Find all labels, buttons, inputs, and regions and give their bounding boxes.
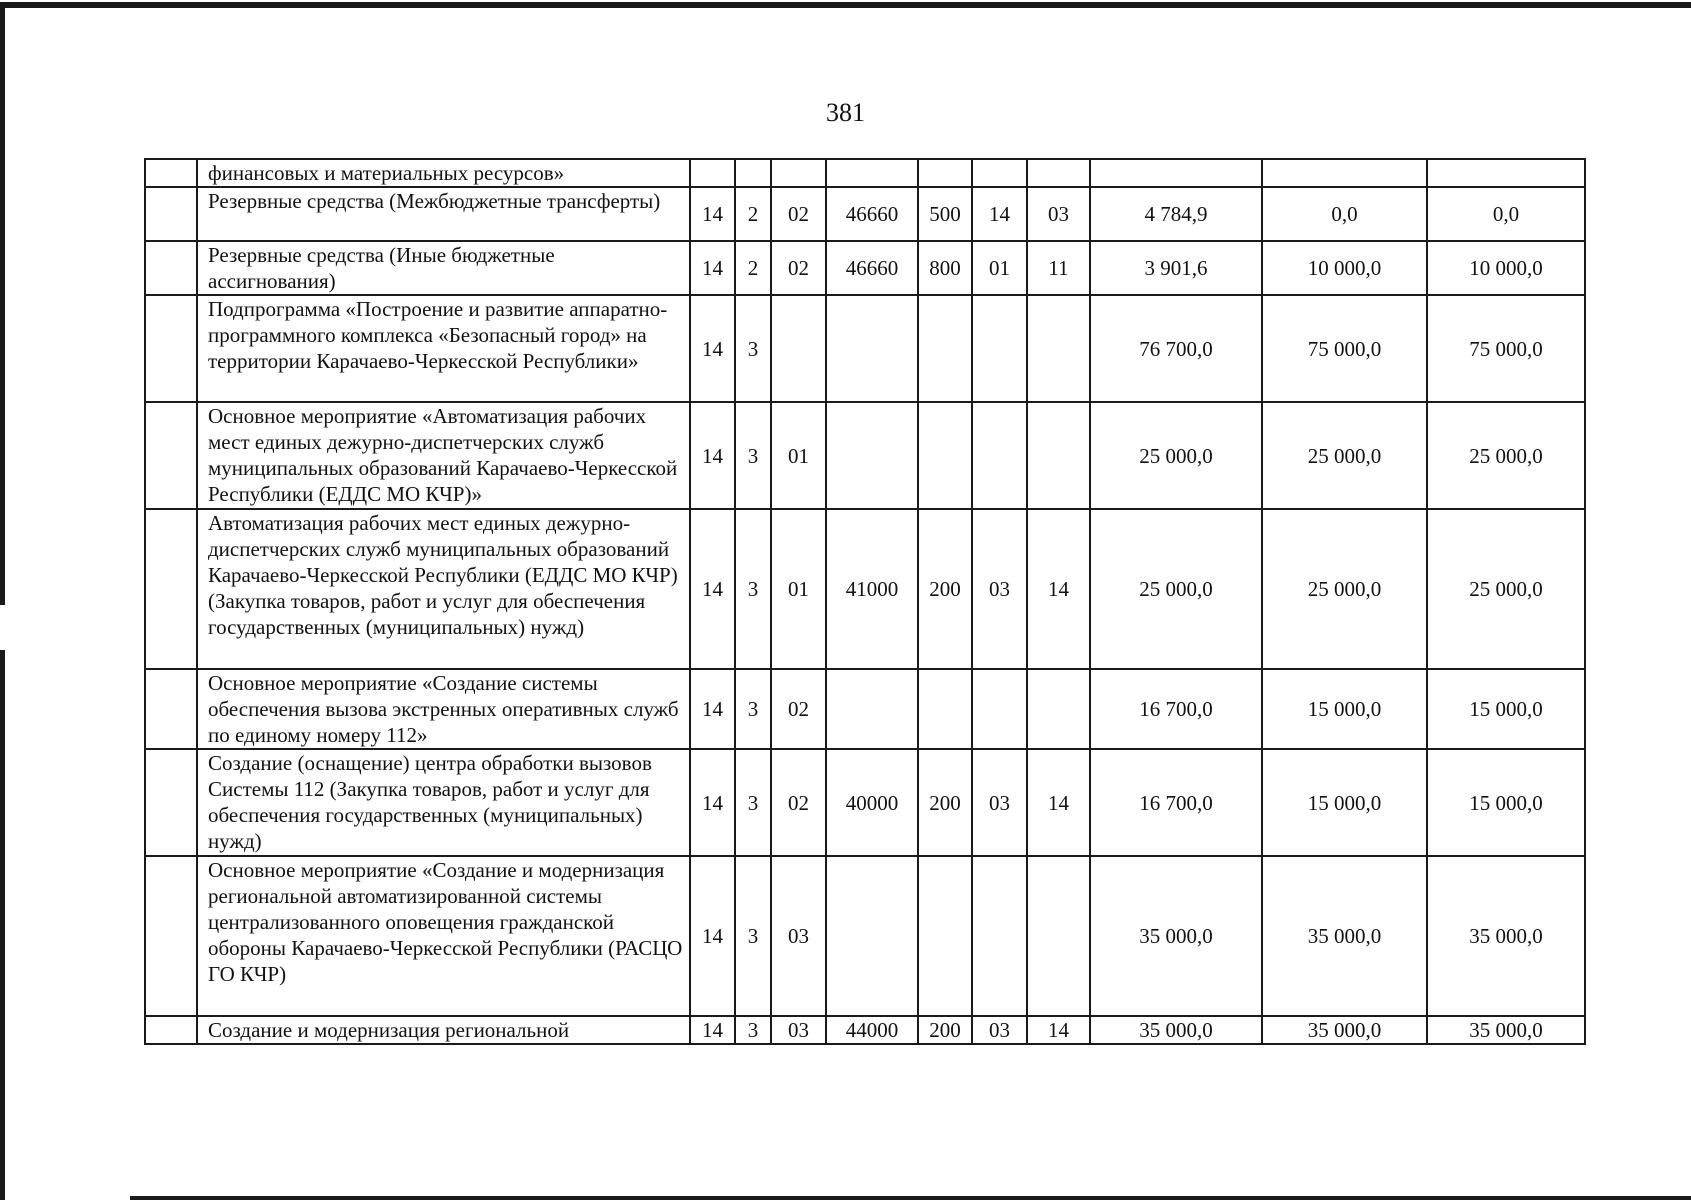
code-cell: 03 [972, 1016, 1027, 1044]
code-cell: 14 [690, 402, 735, 509]
amount-cell: 35 000,0 [1427, 1016, 1585, 1044]
row-index-cell [145, 187, 197, 241]
code-cell [826, 402, 918, 509]
amount-cell: 35 000,0 [1427, 856, 1585, 1016]
code-cell: 14 [972, 187, 1027, 241]
amount-cell: 35 000,0 [1262, 1016, 1427, 1044]
table-row [145, 509, 1585, 669]
code-cell [1027, 669, 1090, 749]
code-cell [1027, 402, 1090, 509]
amount-cell: 16 700,0 [1090, 749, 1262, 856]
row-name-cell: Автоматизация рабочих мест единых дежурно-диспетчерских служб муниципальных образований Карачаево-Черкесской Республики (ЕДДС МО КЧР) (Закупка товаров, работ и услуг для обеспечения государственных (муниципальных) нужд) [197, 509, 690, 669]
row-name-cell: финансовых и материальных ресурсов» [197, 159, 690, 187]
code-cell: 14 [690, 669, 735, 749]
code-cell [972, 669, 1027, 749]
amount-cell: 35 000,0 [1262, 856, 1427, 1016]
row-index-cell [145, 241, 197, 295]
code-cell: 11 [1027, 241, 1090, 295]
table-row [145, 749, 1585, 856]
bottom-border-line [130, 1196, 1691, 1200]
amount-cell: 25 000,0 [1262, 402, 1427, 509]
left-border-gap [0, 605, 5, 650]
code-cell: 14 [690, 509, 735, 669]
row-index-cell [145, 295, 197, 402]
code-cell [771, 295, 826, 402]
code-cell: 14 [1027, 1016, 1090, 1044]
code-cell: 03 [1027, 187, 1090, 241]
code-cell: 14 [690, 241, 735, 295]
code-cell [1027, 856, 1090, 1016]
amount-cell: 25 000,0 [1090, 402, 1262, 509]
left-border-line [0, 8, 5, 1200]
code-cell: 01 [972, 241, 1027, 295]
table-row [145, 1016, 1585, 1044]
code-cell: 14 [690, 187, 735, 241]
row-name-cell: Основное мероприятие «Создание и модернизация региональной автоматизированной системы централизованного оповещения гражданской обороны Карачаево-Черкесской Республики (РАСЦО ГО КЧР) [197, 856, 690, 1016]
code-cell [972, 856, 1027, 1016]
code-cell: 02 [771, 669, 826, 749]
code-cell: 3 [735, 509, 771, 669]
code-cell: 3 [735, 402, 771, 509]
amount-cell [1427, 159, 1585, 187]
code-cell: 14 [690, 749, 735, 856]
code-cell: 03 [972, 749, 1027, 856]
code-cell [690, 159, 735, 187]
code-cell: 2 [735, 241, 771, 295]
code-cell: 02 [771, 241, 826, 295]
table-row [145, 669, 1585, 749]
amount-cell: 0,0 [1427, 187, 1585, 241]
amount-cell [1090, 159, 1262, 187]
code-cell: 3 [735, 749, 771, 856]
code-cell: 14 [1027, 509, 1090, 669]
amount-cell: 35 000,0 [1090, 856, 1262, 1016]
code-cell [1027, 159, 1090, 187]
code-cell: 200 [918, 1016, 972, 1044]
amount-cell: 15 000,0 [1262, 749, 1427, 856]
code-cell: 14 [1027, 749, 1090, 856]
amount-cell: 15 000,0 [1427, 669, 1585, 749]
amount-cell: 15 000,0 [1262, 669, 1427, 749]
code-cell [918, 295, 972, 402]
code-cell [972, 402, 1027, 509]
table-row [145, 159, 1585, 187]
code-cell: 03 [771, 1016, 826, 1044]
amount-cell: 25 000,0 [1427, 509, 1585, 669]
row-name-cell: Создание и модернизация региональной [197, 1016, 690, 1044]
code-cell: 02 [771, 187, 826, 241]
budget-table [144, 158, 1586, 1045]
code-cell: 3 [735, 856, 771, 1016]
amount-cell: 25 000,0 [1090, 509, 1262, 669]
amount-cell: 76 700,0 [1090, 295, 1262, 402]
top-border-line [0, 2, 1691, 8]
amount-cell: 10 000,0 [1427, 241, 1585, 295]
page-number: 381 [826, 98, 865, 127]
row-name-cell: Основное мероприятие «Создание системы обеспечения вызова экстренных оперативных служб по единому номеру 112» [197, 669, 690, 749]
code-cell: 46660 [826, 187, 918, 241]
row-index-cell [145, 1016, 197, 1044]
amount-cell: 4 784,9 [1090, 187, 1262, 241]
code-cell [918, 669, 972, 749]
code-cell [972, 295, 1027, 402]
code-cell [1027, 295, 1090, 402]
code-cell: 41000 [826, 509, 918, 669]
code-cell [826, 159, 918, 187]
code-cell [972, 159, 1027, 187]
row-name-cell: Создание (оснащение) центра обработки вызовов Системы 112 (Закупка товаров, работ и услуг для обеспечения государственных (муниципальных) нужд) [197, 749, 690, 856]
code-cell: 2 [735, 187, 771, 241]
code-cell: 40000 [826, 749, 918, 856]
code-cell: 3 [735, 669, 771, 749]
row-index-cell [145, 509, 197, 669]
row-name-cell: Основное мероприятие «Автоматизация рабочих мест единых дежурно-диспетчерских служб муниципальных образований Карачаево-Черкесской Республики (ЕДДС МО КЧР)» [197, 402, 690, 509]
row-index-cell [145, 402, 197, 509]
amount-cell: 10 000,0 [1262, 241, 1427, 295]
code-cell [918, 159, 972, 187]
row-name-cell: Резервные средства (Межбюджетные трансферты) [197, 187, 690, 241]
code-cell [826, 295, 918, 402]
code-cell: 44000 [826, 1016, 918, 1044]
table-row [145, 295, 1585, 402]
code-cell: 14 [690, 856, 735, 1016]
code-cell [771, 159, 826, 187]
code-cell: 3 [735, 295, 771, 402]
code-cell [826, 669, 918, 749]
code-cell [918, 402, 972, 509]
amount-cell: 16 700,0 [1090, 669, 1262, 749]
amount-cell: 25 000,0 [1427, 402, 1585, 509]
table-row [145, 187, 1585, 241]
amount-cell: 25 000,0 [1262, 509, 1427, 669]
code-cell: 3 [735, 1016, 771, 1044]
code-cell: 46660 [826, 241, 918, 295]
row-name-cell: Подпрограмма «Построение и развитие аппаратно-программного комплекса «Безопасный город» на территории Карачаево-Черкесской Республики» [197, 295, 690, 402]
amount-cell: 35 000,0 [1090, 1016, 1262, 1044]
amount-cell [1262, 159, 1427, 187]
amount-cell: 3 901,6 [1090, 241, 1262, 295]
row-index-cell [145, 669, 197, 749]
code-cell [826, 856, 918, 1016]
amount-cell: 15 000,0 [1427, 749, 1585, 856]
code-cell: 200 [918, 509, 972, 669]
code-cell: 01 [771, 509, 826, 669]
code-cell: 02 [771, 749, 826, 856]
table-row [145, 856, 1585, 1016]
code-cell: 14 [690, 295, 735, 402]
table-row [145, 241, 1585, 295]
table-row [145, 402, 1585, 509]
row-index-cell [145, 159, 197, 187]
code-cell: 800 [918, 241, 972, 295]
row-index-cell [145, 749, 197, 856]
code-cell [735, 159, 771, 187]
code-cell: 500 [918, 187, 972, 241]
row-index-cell [145, 856, 197, 1016]
amount-cell: 75 000,0 [1262, 295, 1427, 402]
row-name-cell: Резервные средства (Иные бюджетные ассигнования) [197, 241, 690, 295]
code-cell: 03 [771, 856, 826, 1016]
code-cell: 03 [972, 509, 1027, 669]
code-cell: 01 [771, 402, 826, 509]
code-cell: 200 [918, 749, 972, 856]
amount-cell: 0,0 [1262, 187, 1427, 241]
code-cell [918, 856, 972, 1016]
amount-cell: 75 000,0 [1427, 295, 1585, 402]
code-cell: 14 [690, 1016, 735, 1044]
